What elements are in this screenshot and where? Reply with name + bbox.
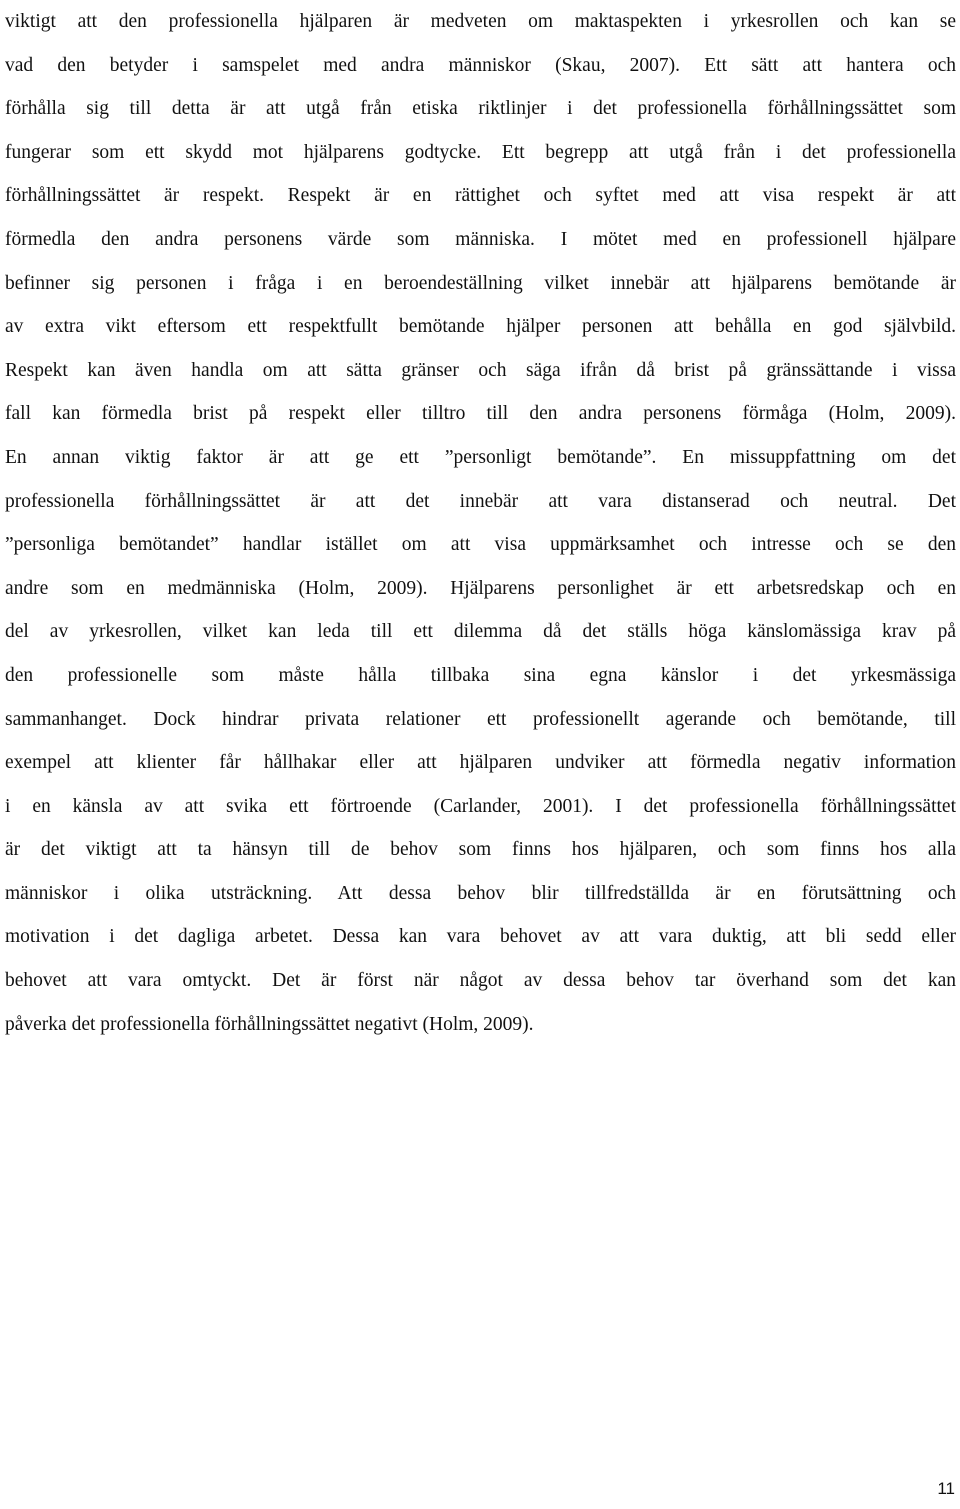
text-line: befinner sig personen i fråga i en beroendeställning vilket innebär att hjälparens bemötande är xyxy=(5,272,956,294)
text-line: förhålla sig till detta är att utgå från etiska riktlinjer i det professionella förhållningssättet som xyxy=(5,98,956,120)
text-line: är det viktigt att ta hänsyn till de behov som finns hos hjälparen, och som finns hos alla xyxy=(5,839,956,861)
text-line: förhållningssättet är respekt. Respekt är en rättighet och syftet med att visa respekt är att xyxy=(5,185,956,207)
text-line: En annan viktig faktor är att ge ett ”personligt bemötande”. En missuppfattning om det xyxy=(5,446,956,468)
text-line: fungerar som ett skydd mot hjälparens godtycke. Ett begrepp att utgå från i det professionella xyxy=(5,141,956,163)
page-number: 11 xyxy=(937,1479,955,1498)
text-line: sammanhanget. Dock hindrar privata relationer ett professionellt agerande och bemötande, till xyxy=(5,708,956,730)
body-paragraph xyxy=(5,0,956,1046)
text-line: av extra vikt eftersom ett respektfullt bemötande hjälper personen att behålla en god självbild. xyxy=(5,316,956,338)
text-line: människor i olika utsträckning. Att dessa behov blir tillfredställda är en förutsättning och xyxy=(5,882,956,904)
text-line: den professionelle som måste hålla tillbaka sina egna känslor i det yrkesmässiga xyxy=(5,664,956,686)
text-line: Respekt kan även handla om att sätta gränser och säga ifrån då brist på gränssättande i vissa xyxy=(5,359,956,381)
text-line: ”personliga bemötandet” handlar istället om att visa uppmärksamhet och intresse och se den xyxy=(5,534,956,556)
text-line: exempel att klienter får hållhakar eller att hjälparen undviker att förmedla negativ information xyxy=(5,752,956,774)
text-line: vad den betyder i samspelet med andra människor (Skau, 2007). Ett sätt att hantera och xyxy=(5,54,956,76)
text-line: viktigt att den professionella hjälparen är medveten om maktaspekten i yrkesrollen och kan se xyxy=(5,11,956,32)
text-line: i en känsla av att svika ett förtroende (Carlander, 2001). I det professionella förhållningssättet xyxy=(5,795,956,817)
text-line: professionella förhållningssättet är att det innebär att vara distanserad och neutral. Det xyxy=(5,490,956,512)
text-line: andre som en medmänniska (Holm, 2009). Hjälparens personlighet är ett arbetsredskap och en xyxy=(5,577,956,599)
text-line: del av yrkesrollen, vilket kan leda till ett dilemma då det ställs höga känslomässiga krav på xyxy=(5,621,956,643)
text-line: fall kan förmedla brist på respekt eller tilltro till den andra personens förmåga (Holm, 2009). xyxy=(5,403,956,425)
text-line: förmedla den andra personens värde som människa. I mötet med en professionell hjälpare xyxy=(5,228,956,250)
text-line: motivation i det dagliga arbetet. Dessa kan vara behovet av att vara duktig, att bli sedd eller xyxy=(5,926,956,948)
text-line: påverka det professionella förhållningssättet negativt (Holm, 2009). xyxy=(5,1013,534,1035)
text-line: behovet att vara omtyckt. Det är först när något av dessa behov tar överhand som det kan xyxy=(5,970,956,992)
